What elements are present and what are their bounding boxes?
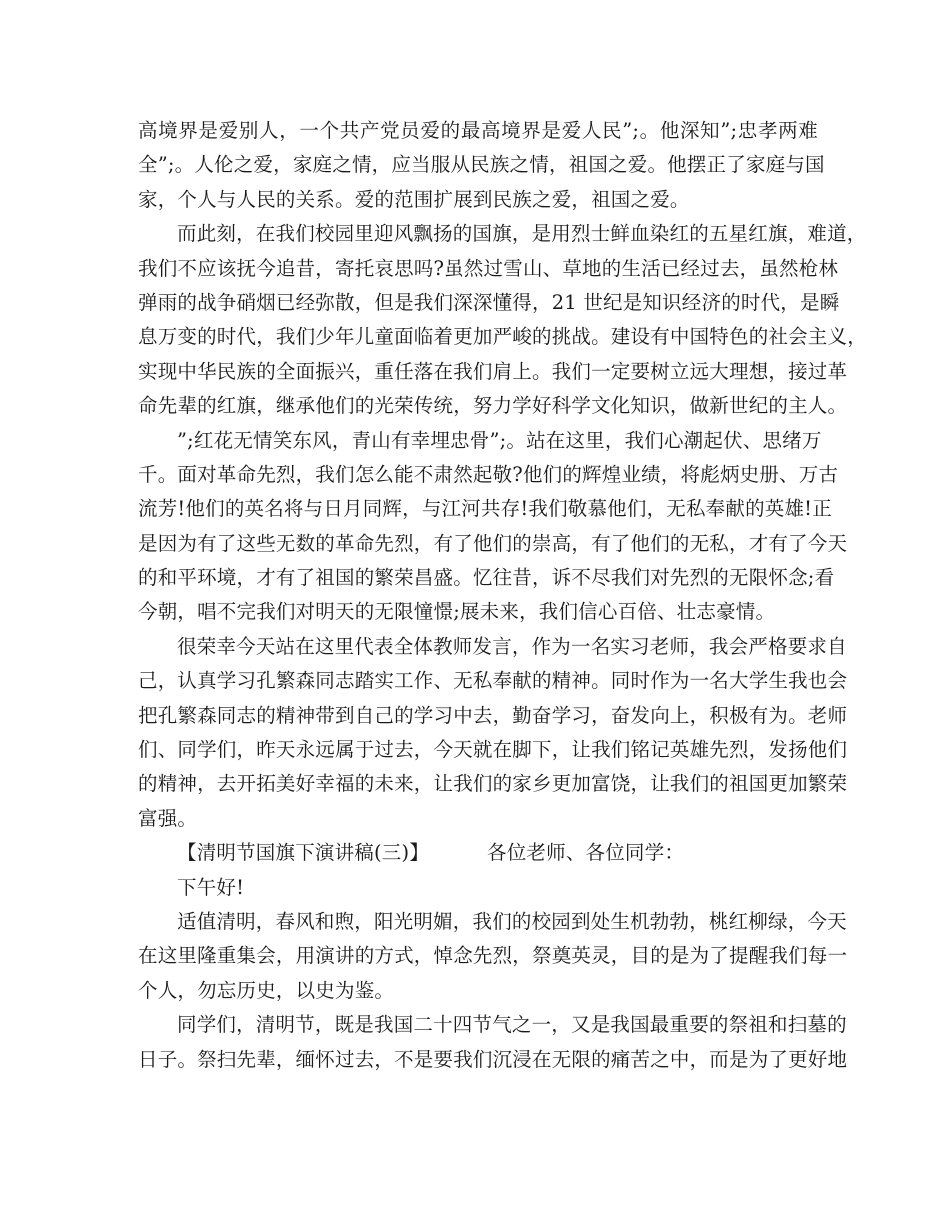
text-line: 今朝，唱不完我们对明天的无限憧憬;展未来，我们信心百倍、壮志豪情。 — [138, 600, 776, 624]
text-line: 己，认真学习孔繁森同志踏实工作、无私奉献的精神。同时作为一名大学生我也会 — [138, 669, 848, 693]
text-line: 千。面对革命先烈，我们怎么能不肃然起敬?他们的辉煌业绩，将彪炳史册、万古 — [138, 462, 839, 486]
text-line: 弹雨的战争硝烟已经弥散，但是我们深深懂得，21 世纪是知识经济的时代，是瞬 — [138, 290, 840, 314]
text-line: 下午好! — [177, 875, 245, 899]
text-line: 同学们，清明节，既是我国二十四节气之一，又是我国最重要的祭祖和扫墓的 — [177, 1013, 847, 1037]
text-line: 个人，勿忘历史，以史为鉴。 — [138, 978, 395, 1002]
text-line: 在这里隆重集会，用演讲的方式，悼念先烈，祭奠英灵，目的是为了提醒我们每一 — [138, 944, 848, 968]
text-line: 们、同学们，昨天永远属于过去，今天就在脚下，让我们铭记英雄先烈，发扬他们 — [138, 738, 848, 762]
text-line: 高境界是爱别人，一个共产党员爱的最高境界是爱人民”;。他深知”;忠孝两难 — [138, 119, 818, 142]
text-line: 我们不应该抚今追昔，寄托哀思吗?虽然过雪山、草地的生活已经过去，虽然枪林 — [138, 256, 839, 280]
text-line: 家，个人与人民的关系。爱的范围扩展到民族之爱，祖国之爱。 — [138, 187, 690, 211]
text-line: 的和平环境，才有了祖国的繁荣昌盛。忆往昔，诉不尽我们对先烈的无限怀念;看 — [138, 566, 835, 590]
section-title: 【清明节国旗下演讲稿(三)】 — [177, 841, 430, 865]
text-line: 全”;。人伦之爱，家庭之情，应当服从民族之情，祖国之爱。他摆正了家庭与国 — [138, 153, 825, 177]
text-line: 实现中华民族的全面振兴，重任落在我们肩上。我们一定要树立远大理想，接过革 — [138, 359, 848, 383]
document-body — [138, 114, 867, 1077]
text-line: 流芳!他们的英名将与日月同辉，与江河共存!我们敬慕他们，无私奉献的英雄!正 — [138, 497, 832, 521]
section-heading-line — [138, 836, 818, 870]
text-line: 很荣幸今天站在这里代表全体教师发言，作为一名实习老师，我会严格要求自 — [177, 634, 847, 658]
text-line: 是因为有了这些无数的革命先烈，有了他们的崇高，有了他们的无私，才有了今天 — [138, 531, 848, 555]
text-line: ”;红花无情笑东风，青山有幸埋忠骨”;。站在这里，我们心潮起伏、思绪万 — [177, 428, 822, 452]
text-line: 把孔繁森同志的精神带到自己的学习中去，勤奋学习，奋发向上，积极有为。老师 — [138, 703, 848, 727]
text-line: 而此刻，在我们校园里迎风飘扬的国旗，是用烈士鲜血染红的五星红旗，难道， — [177, 222, 867, 246]
text-line: 息万变的时代，我们少年儿童面临着更加严峻的挑战。建设有中国特色的社会主义， — [138, 325, 867, 349]
heading-spacer — [429, 836, 487, 870]
text-line: 富强。 — [138, 806, 198, 830]
body-text-block — [138, 114, 867, 836]
text-line: 适值清明，春风和煦，阳光明媚，我们的校园到处生机勃勃，桃红柳绿，今天 — [177, 909, 847, 933]
body-text-block-continued — [138, 871, 848, 1077]
text-line: 命先辈的红旗，继承他们的光荣传统，努力学好科学文化知识，做新世纪的主人。 — [138, 394, 848, 418]
text-line: 的精神，去开拓美好幸福的未来，让我们的家乡更加富饶，让我们的祖国更加繁荣 — [138, 772, 848, 796]
salutation: 各位老师、各位同学： — [487, 841, 685, 865]
text-line: 日子。祭扫先辈，缅怀过去，不是要我们沉浸在无限的痛苦之中，而是为了更好地 — [138, 1047, 848, 1071]
